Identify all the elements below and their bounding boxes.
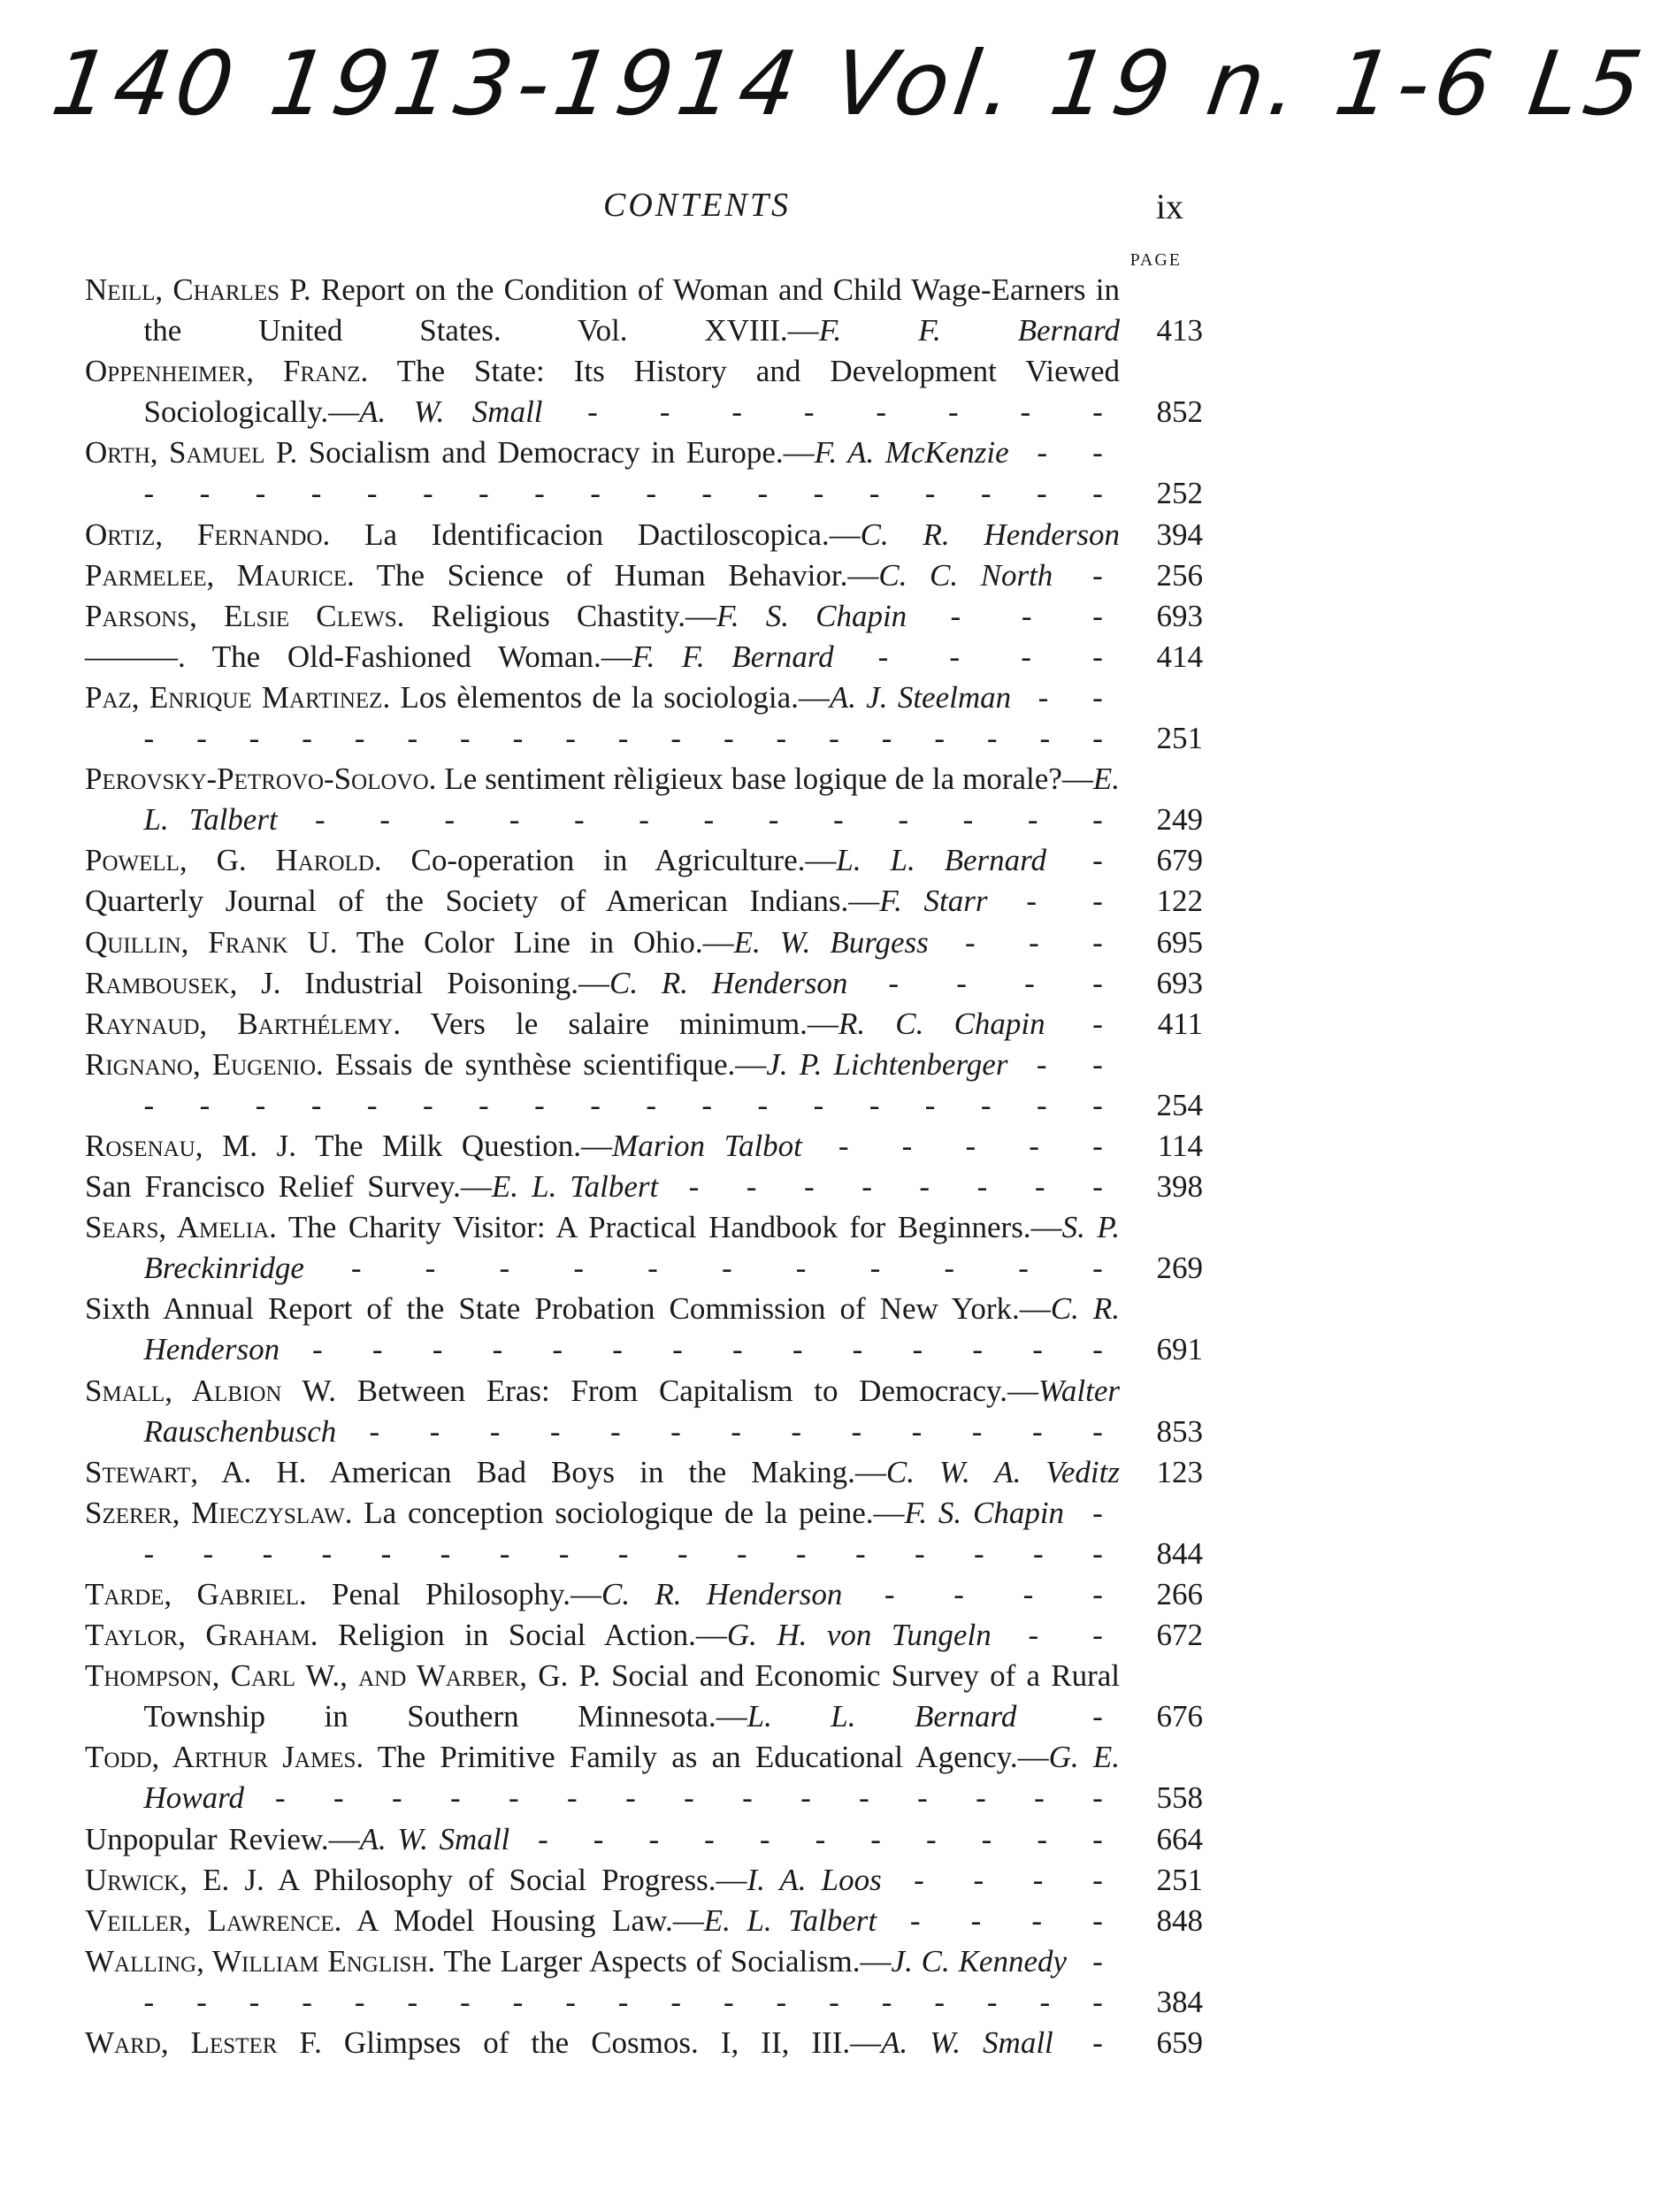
contents-entry	[85, 432, 1203, 514]
entry-reviewer: F. Starr	[879, 884, 988, 919]
entry-reviewer: F. S. Chapin	[904, 1495, 1065, 1530]
entry-text	[85, 1656, 1120, 1737]
entry-title: The Primitive Family as an Educational Agency.—	[364, 1740, 1049, 1775]
contents-entry	[85, 1207, 1203, 1289]
entry-page-number: 848	[1156, 1902, 1203, 1938]
entry-text	[85, 637, 1120, 677]
dot-leader: - - -	[928, 924, 1120, 960]
entry-title: Religion in Social Action.—	[318, 1618, 727, 1653]
entry-reviewer: A. W. Small	[359, 394, 543, 430]
entry-author: Neill, Charles P.	[85, 272, 311, 307]
entry-page-number: 693	[1156, 965, 1203, 1000]
contents-entry	[85, 555, 1203, 596]
entry-text	[85, 351, 1120, 432]
dot-leader: - - - - - - - - - - - - -	[336, 1413, 1120, 1449]
entry-text	[85, 1737, 1120, 1818]
entry-author: Small, Albion W.	[85, 1373, 337, 1408]
page-column-label: PAGE	[1129, 250, 1182, 270]
entry-reviewer: F. S. Chapin	[716, 598, 907, 633]
entry-text	[85, 1371, 1120, 1452]
dot-leader: - - - - - - - - - - - - -	[277, 802, 1120, 838]
entry-title: Religious Chastity.—	[404, 598, 716, 633]
dot-leader: - - - - - - - - - - -	[303, 1251, 1120, 1286]
entry-text	[85, 881, 1120, 922]
entry-page-number: 679	[1156, 843, 1203, 878]
dot-leader: - - -	[907, 598, 1121, 633]
entry-page-number: 256	[1156, 557, 1203, 593]
contents-entry	[85, 515, 1203, 555]
entry-author: Parsons, Elsie Clews.	[85, 598, 405, 633]
entry-title: Quarterly Journal of the Society of American Indians.—	[85, 884, 880, 919]
entry-reviewer: E. L. Talbert	[491, 1169, 659, 1205]
entry-page-number: 844	[1156, 1535, 1203, 1571]
entry-text	[85, 1126, 1120, 1167]
entry-reviewer: C. W. A. Veditz	[885, 1454, 1121, 1489]
entry-author: ———.	[85, 639, 186, 674]
entry-text	[85, 2023, 1120, 2063]
entry-text	[85, 1941, 1120, 2023]
dot-leader: - - - - - - - - - - - - - - - - - - - -	[143, 1943, 1120, 2019]
entry-author: Ortiz, Fernando.	[85, 517, 331, 552]
dot-leader: - - - - - - - - - - - - - - - - - - - -	[143, 435, 1120, 511]
contents-entry	[85, 351, 1203, 432]
entry-reviewer: E. L. Talbert	[703, 1902, 877, 1938]
entry-page-number: 659	[1156, 2025, 1203, 2061]
entry-page-number: 664	[1156, 1821, 1203, 1856]
entry-reviewer: F. F. Bernard	[632, 639, 834, 674]
entry-title: Between Eras: From Capitalism to Democracy.—	[336, 1373, 1038, 1408]
entry-reviewer: C. R. Henderson	[601, 1577, 843, 1611]
entry-reviewer: A. W. Small	[359, 1821, 510, 1856]
entry-title: The Science of Human Behavior.—	[354, 557, 879, 593]
entry-text	[85, 555, 1120, 596]
entry-page-number: 693	[1156, 598, 1203, 633]
entry-title: La Identificacion Dactiloscopica.—	[330, 517, 861, 552]
entry-page-number: 114	[1157, 1128, 1203, 1163]
dot-leader: - - - - - - - - - - -	[509, 1821, 1120, 1856]
entry-page-number: 384	[1156, 1984, 1203, 2019]
dot-leader: -	[1016, 1699, 1120, 1734]
entry-page-number: 269	[1156, 1251, 1203, 1286]
contents-entry	[85, 1004, 1203, 1045]
entry-author: Walling, William English.	[85, 1943, 436, 1979]
contents-entry	[85, 270, 1203, 351]
entry-reviewer: G. E. Howard	[143, 1740, 1121, 1816]
entry-title: Social and Economic Survey of a Rural Township in Southern Minnesota.—	[143, 1658, 1120, 1734]
entry-page-number: 398	[1156, 1169, 1203, 1205]
entry-reviewer: C. R. Henderson	[609, 965, 848, 1000]
contents-entry	[85, 922, 1203, 963]
entry-reviewer: I. A. Loos	[747, 1862, 882, 1897]
entry-page-number: 672	[1156, 1618, 1203, 1653]
contents-entry	[85, 1737, 1203, 1818]
entry-reviewer: C. R. Henderson	[860, 517, 1121, 552]
entry-text	[85, 677, 1120, 759]
contents-entry	[85, 963, 1203, 1004]
entry-page-number: 251	[1156, 1862, 1203, 1897]
entry-author: Tarde, Gabriel.	[85, 1577, 307, 1611]
contents-entry	[85, 1819, 1203, 1860]
entry-text	[85, 432, 1120, 514]
entry-title: Vers le salaire minimum.—	[401, 1006, 838, 1041]
dot-leader: - - - - - - - - - - - - - -	[279, 1332, 1120, 1367]
contents-entry	[85, 1656, 1203, 1737]
entry-page-number: 691	[1156, 1332, 1203, 1367]
entry-page-number: 122	[1156, 884, 1203, 919]
entry-author: Parmelee, Maurice.	[85, 557, 355, 593]
entry-page-number: 254	[1156, 1087, 1203, 1122]
entry-title: Industrial Poisoning.—	[280, 965, 609, 1000]
entry-page-number: 252	[1156, 476, 1203, 511]
dot-leader: - - - -	[881, 1862, 1120, 1897]
entry-text	[85, 759, 1120, 840]
entry-title: The State: Its History and Development Viewed Sociologically.—	[143, 354, 1120, 430]
entry-author: Rambousek, J.	[85, 965, 281, 1000]
contents-entry	[85, 759, 1203, 840]
entry-reviewer: L. L. Bernard	[836, 843, 1046, 878]
dot-leader: - - - - - - - - - - - - - - - - - - - - -	[143, 679, 1120, 756]
entry-title: Socialism and Democracy in Europe.—	[297, 435, 815, 471]
entry-page-number: 266	[1156, 1577, 1203, 1611]
page-folio: ix	[1155, 187, 1183, 226]
entry-title: Essais de synthèse scientifique.—	[323, 1046, 767, 1082]
entry-text	[85, 596, 1120, 637]
contents-entry	[85, 1289, 1203, 1370]
entry-title: A Model Housing Law.—	[341, 1902, 704, 1938]
entry-text	[85, 1289, 1120, 1370]
contents-entry	[85, 596, 1203, 637]
entry-reviewer: J. C. Kennedy	[891, 1943, 1068, 1979]
contents-entry	[85, 1167, 1203, 1207]
contents-entry	[85, 840, 1203, 881]
entry-page-number: 123	[1156, 1454, 1203, 1489]
dot-leader: - - - -	[833, 639, 1121, 674]
entry-text	[85, 515, 1120, 555]
entry-title: American Bad Boys in the Making.—	[306, 1454, 886, 1489]
dot-leader: -	[1045, 843, 1121, 878]
entry-reviewer: J. P. Lichtenberger	[766, 1046, 1008, 1082]
entry-title: The Color Line in Ohio.—	[337, 924, 734, 960]
entry-text	[85, 1167, 1120, 1207]
entry-title: The Charity Visitor: A Practical Handbook for Beginners.—	[276, 1210, 1062, 1245]
entry-author: Ward, Lester F.	[85, 2025, 322, 2061]
entry-author: Raynaud, Barthélemy.	[85, 1006, 402, 1041]
entry-author: Thompson, Carl W., and Warber, G. P.	[85, 1658, 601, 1694]
contents-entry	[85, 881, 1203, 922]
entry-text	[85, 1045, 1120, 1126]
entry-reviewer: F. A. McKenzie	[814, 435, 1009, 471]
entry-reviewer: Walter Rauschenbusch	[143, 1373, 1120, 1449]
entry-reviewer: C. R. Henderson	[143, 1291, 1120, 1367]
entry-text	[85, 1901, 1120, 1941]
entry-page-number: 394	[1156, 517, 1203, 552]
entry-text	[85, 1860, 1120, 1901]
contents-entry	[85, 2023, 1203, 2063]
entry-title: La conception sociologique de la peine.—	[352, 1495, 905, 1530]
entry-reviewer: A. J. Steelman	[829, 679, 1012, 715]
entry-author: Perovsky-Petrovo-Solovo.	[85, 762, 437, 797]
entry-author: Powell, G. Harold.	[85, 843, 382, 878]
dot-leader: -	[1045, 1006, 1120, 1041]
entry-page-number: 249	[1156, 802, 1203, 838]
entry-author: Sears, Amelia.	[85, 1210, 277, 1245]
entry-text	[85, 922, 1120, 963]
entry-title: Le sentiment rèligieux base logique de la morale?—	[436, 762, 1093, 797]
entry-reviewer: F. F. Bernard	[818, 313, 1120, 348]
contents-entry	[85, 677, 1203, 759]
entry-text	[85, 1574, 1120, 1615]
entry-title: Co-operation in Agriculture.—	[381, 843, 837, 878]
entry-text	[85, 1819, 1120, 1860]
entry-author: Oppenheimer, Franz.	[85, 354, 369, 389]
entry-text	[85, 1004, 1120, 1045]
dot-leader: - - - -	[842, 1577, 1121, 1611]
entry-reviewer: A. W. Small	[881, 2025, 1053, 2061]
dot-leader: - - - - - - - - - - - - - - - - - - - -	[143, 1046, 1120, 1122]
entry-reviewer: S. P. Breckinridge	[143, 1210, 1120, 1286]
entry-reviewer: L. L. Bernard	[747, 1699, 1017, 1734]
contents-entry	[85, 1615, 1203, 1656]
entry-reviewer: G. H. von Tungeln	[726, 1618, 992, 1653]
contents-entry	[85, 637, 1203, 677]
contents-entry	[85, 1493, 1203, 1574]
entry-author: Rignano, Eugenio.	[85, 1046, 324, 1082]
entry-title: Unpopular Review.—	[85, 1821, 360, 1856]
entry-reviewer: E. W. Burgess	[733, 924, 929, 960]
entry-page-number: 411	[1157, 1006, 1203, 1041]
entry-page-number: 852	[1156, 394, 1203, 430]
dot-leader: -	[1053, 2025, 1120, 2061]
entry-text	[85, 1452, 1120, 1493]
entry-reviewer: Marion Talbot	[612, 1128, 802, 1163]
dot-leader: - - - - - - - - - - - - - - -	[243, 1780, 1120, 1816]
entry-page-number: 414	[1156, 639, 1203, 674]
entry-title: Sixth Annual Report of the State Probation Commission of New York.—	[85, 1291, 1051, 1327]
entry-title: The Milk Question.—	[296, 1128, 613, 1163]
entry-reviewer: C. C. North	[878, 557, 1053, 593]
entry-title: The Larger Aspects of Socialism.—	[435, 1943, 892, 1979]
entry-text	[85, 840, 1120, 881]
contents-entry	[85, 1860, 1203, 1901]
entry-reviewer: E. L. Talbert	[143, 762, 1120, 838]
entry-text	[85, 270, 1120, 351]
entry-author: Paz, Enrique Martinez.	[85, 679, 391, 715]
handwritten-call-number: 140 1913-1914 Vol. 19 n. 1-6 L5	[45, 32, 1654, 135]
entry-author: Urwick, E. J.	[85, 1862, 264, 1897]
entry-author: Orth, Samuel P.	[85, 435, 298, 471]
running-title: CONTENTS	[603, 187, 791, 224]
entry-text	[85, 963, 1120, 1004]
entry-text	[85, 1207, 1120, 1289]
entry-title: A Philosophy of Social Progress.—	[264, 1862, 747, 1897]
dot-leader: - -	[987, 884, 1121, 919]
contents-entry	[85, 1452, 1203, 1493]
contents-entry	[85, 1045, 1203, 1126]
entry-author: Stewart, A. H.	[85, 1454, 307, 1489]
entry-title: Report on the Condition of Woman and Child Wage-Earners in the United States. Vol. XVIII.—	[143, 272, 1120, 348]
entry-author: Quillin, Frank U.	[85, 924, 338, 960]
contents-entry	[85, 1371, 1203, 1452]
contents-list	[85, 270, 1203, 2063]
entry-title: Glimpses of the Cosmos. I, II, III.—	[321, 2025, 882, 2061]
dot-leader: - - - - -	[801, 1128, 1121, 1163]
entry-title: San Francisco Relief Survey.—	[85, 1169, 492, 1205]
contents-entry	[85, 1126, 1203, 1167]
entry-reviewer: R. C. Chapin	[838, 1006, 1045, 1041]
entry-page-number: 413	[1156, 313, 1203, 348]
entry-author: Veiller, Lawrence.	[85, 1902, 342, 1938]
contents-entry	[85, 1901, 1203, 1941]
entry-text	[85, 1493, 1120, 1574]
entry-text	[85, 1615, 1120, 1656]
entry-author: Rosenau, M. J.	[85, 1128, 297, 1163]
contents-entry	[85, 1574, 1203, 1615]
contents-entry	[85, 1941, 1203, 2023]
entry-page-number: 676	[1156, 1699, 1203, 1734]
entry-author: Todd, Arthur James.	[85, 1740, 364, 1775]
dot-leader: - - - -	[847, 965, 1120, 1000]
entry-title: Penal Philosophy.—	[306, 1577, 602, 1611]
dot-leader: - - - - - - - - - - - - - - - - - -	[143, 1495, 1121, 1571]
entry-page-number: 853	[1156, 1413, 1203, 1449]
dot-leader: - -	[991, 1618, 1120, 1653]
dot-leader: - - - -	[877, 1902, 1120, 1938]
entry-page-number: 695	[1156, 924, 1203, 960]
entry-title: Los èlementos de la sociologia.—	[390, 679, 830, 715]
entry-title: The Old-Fashioned Woman.—	[185, 639, 632, 674]
dot-leader: - - - - - - - -	[542, 394, 1120, 430]
entry-author: Szerer, Mieczyslaw.	[85, 1495, 353, 1530]
dot-leader: -	[1053, 557, 1121, 593]
entry-author: Taylor, Graham.	[85, 1618, 318, 1653]
entry-page-number: 251	[1156, 721, 1203, 756]
page-header	[0, 186, 1394, 239]
entry-page-number: 558	[1156, 1780, 1203, 1816]
dot-leader: - - - - - - - -	[658, 1169, 1120, 1205]
